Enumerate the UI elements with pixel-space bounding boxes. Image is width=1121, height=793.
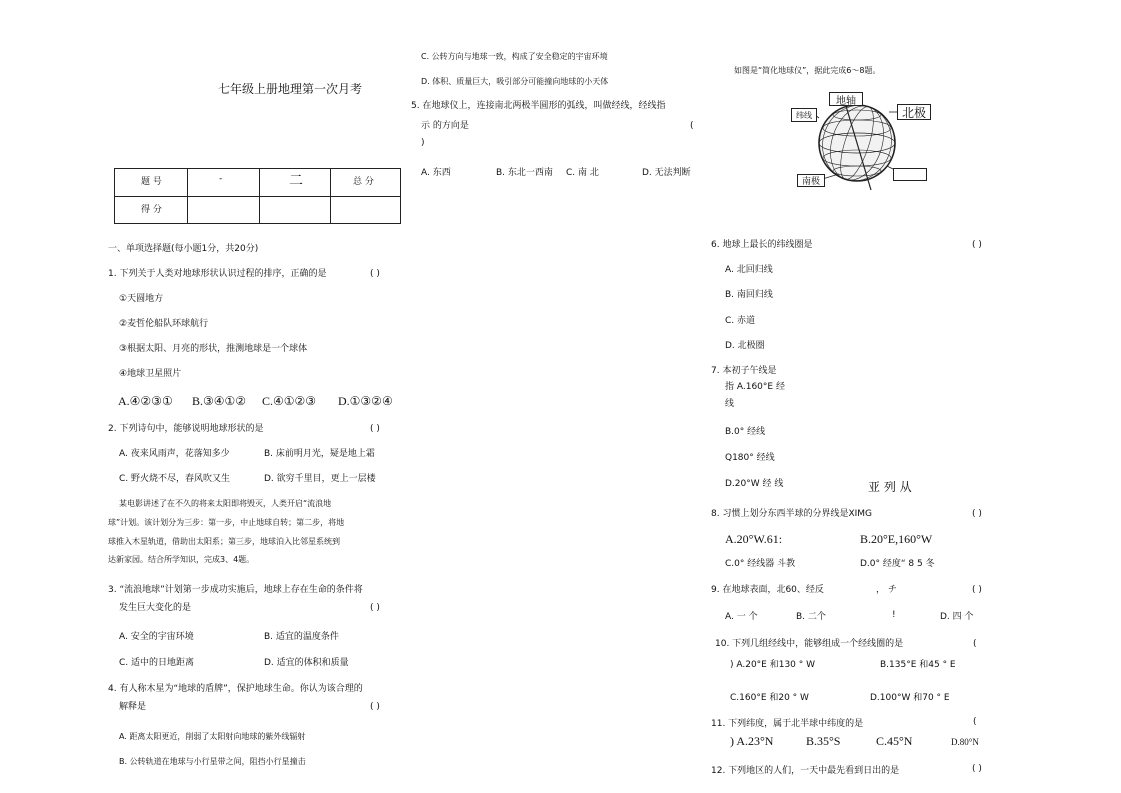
- q2-option-a: A. 夜来风雨声，花落知多少: [119, 449, 230, 459]
- q5-stem-line1: 5. 在地球仪上，连接南北两极半圆形的弧线，叫做经线，经线指: [411, 101, 666, 111]
- globe-label-south: 南极: [797, 174, 825, 187]
- q2-option-b: B. 床前明月光，疑是地上霜: [264, 449, 375, 459]
- q4-option-a: A. 距离太阳更近，削弱了太阳射向地球的紫外线辐射: [119, 732, 306, 741]
- q3-stem-line1: 3. “流浪地球”计划第一步成功实施后，地球上存在生命的条件将: [108, 585, 363, 595]
- q12-answer-paren: ( ): [972, 764, 982, 774]
- q8-option-c: C.0° 经线器 斗教: [725, 559, 796, 569]
- q11-option-a: ) A.23°N: [730, 734, 774, 748]
- q4-option-b: B. 公转轨道在地球与小行星带之间，阻挡小行星撞击: [119, 757, 306, 766]
- q2-option-c: C. 野火烧不尽，春风吹又生: [119, 474, 231, 484]
- q11-option-c: C.45°N: [876, 734, 913, 748]
- q9-option-d: D. 四 个: [940, 612, 974, 622]
- q5-option-d: D. 无法判断: [642, 168, 691, 178]
- q8-answer-paren: ( ): [972, 509, 982, 519]
- score-table-row-score: 得 分: [141, 205, 162, 215]
- exam-title: 七年级上册地理第一次月考: [218, 82, 363, 96]
- score-table-header-part1: -: [219, 174, 223, 184]
- q1-option-c: C.④①②③: [262, 394, 317, 408]
- q10-option-c: C.160°E 和20 ° W: [730, 693, 809, 703]
- score-table-header-number: 题 号: [141, 177, 162, 187]
- q9-option-a: A. 一 个: [725, 612, 758, 622]
- q9-option-c: !: [892, 610, 896, 620]
- q5-option-b: B. 东北一西南: [496, 168, 553, 178]
- q11-stem: 11. 下列纬度，属于北半球中纬度的是: [711, 719, 864, 729]
- passage-line-4: 达新家园。结合所学知识，完成3、4题。: [108, 555, 255, 564]
- q2-option-d: D. 欲穷千里目，更上一层楼: [264, 474, 376, 484]
- globe-label-meridian: 纬线: [791, 108, 817, 122]
- q3-stem-line2: 发生巨大变化的是: [119, 603, 192, 613]
- q9-option-b: B. 二个: [796, 612, 826, 622]
- q2-stem: 2. 下列诗句中，能够说明地球形状的是: [108, 424, 264, 434]
- q9-answer-paren: ( ): [972, 585, 982, 595]
- q5-paren-open: (: [690, 121, 694, 131]
- q1-item-4: ④地球卫星照片: [119, 369, 182, 379]
- q4-option-c: C. 公转方向与地球一致，构成了安全稳定的宇宙环境: [421, 52, 608, 61]
- q10-answer-paren: (: [973, 639, 977, 649]
- q1-option-b: B.③④①②: [192, 394, 247, 408]
- q9-mark: ， チ: [876, 585, 897, 595]
- globe-icon: [813, 94, 901, 190]
- q3-answer-paren: ( ): [370, 603, 380, 613]
- passage-line-2: 球”计划。该计划分为三步：第一步，中止地球自转；第二步，将地: [108, 518, 345, 527]
- section1-title: 一、单项选择题(每小题1分，共20分): [108, 244, 259, 254]
- q5-stem-line2: 示 的方向是: [421, 121, 469, 131]
- globe-label-north: 北极: [897, 104, 931, 120]
- q2-answer-paren: ( ): [370, 424, 380, 434]
- score-table-header-part2: 二: [289, 173, 303, 189]
- q10-option-a: ) A.20°E 和130 ° W: [730, 660, 816, 670]
- q7-stem: 7. 本初子午线是: [711, 366, 777, 376]
- q6-option-a: A. 北回归线: [725, 265, 773, 275]
- q1-option-d: D.①③②④: [338, 394, 393, 408]
- q5-option-c: C. 南 北: [566, 168, 599, 178]
- q7-option-a-line2: 线: [725, 399, 735, 409]
- q6-option-c: C. 赤道: [725, 316, 756, 326]
- q8-stem: 8. 习惯上划分东西半球的分界线是XIMG: [711, 509, 873, 519]
- q4-answer-paren: ( ): [370, 702, 380, 712]
- q11-option-b: B.35°S: [806, 734, 841, 748]
- q8-option-b: B.20°E,160°W: [860, 532, 933, 546]
- q5-option-a: A. 东西: [421, 168, 451, 178]
- q4-stem-line1: 4. 有人称木星为“地球的盾牌”，保护地球生命。你认为该合理的: [108, 684, 363, 694]
- q6-option-d: D. 北极圈: [725, 341, 765, 351]
- q7-stray-text: 亚 列 从: [868, 480, 912, 494]
- q12-stem: 12. 下列地区的人们，一天中最先看到日出的是: [711, 766, 900, 776]
- passage-line-1: 某电影讲述了在不久的将来太阳即将毁灭，人类开启“流浪地: [119, 499, 332, 508]
- q6-option-b: B. 南回归线: [725, 290, 773, 300]
- globe-blank-box: [893, 168, 927, 181]
- q7-option-b: B.0° 经线: [725, 427, 766, 437]
- figure-caption: 如图是“简化地球仪”，据此完成6～8题。: [734, 66, 881, 75]
- q1-option-a: A.④②③①: [118, 394, 173, 408]
- q9-stem: 9. 在地球表面，北60、经反: [711, 585, 824, 595]
- q7-option-c: Q180° 经线: [725, 453, 775, 463]
- q8-option-a: A.20°W.61:: [725, 532, 783, 546]
- q1-answer-paren: ( ): [370, 269, 380, 279]
- q5-paren-close: ): [421, 138, 425, 148]
- globe-label-axis: 地轴: [829, 92, 863, 106]
- q1-item-2: ②麦哲伦船队环球航行: [119, 319, 209, 329]
- score-table-header-total: 总 分: [353, 177, 374, 187]
- q4-option-d: D. 体积、质量巨大，吸引部分可能撞向地球的小天体: [421, 77, 609, 86]
- q8-option-d: D.0° 经度“ 8 5 冬: [860, 559, 935, 569]
- passage-line-3: 球推入木星轨道，借助出太阳系；第三步，地球泊入比邻星系统到: [108, 537, 340, 546]
- q11-answer-paren: (: [973, 717, 977, 727]
- q7-option-d: D.20°W 经 线: [725, 479, 784, 489]
- q11-option-d: D.80°N: [951, 737, 979, 747]
- q10-option-d: D.100°W 和70 ° E: [870, 693, 950, 703]
- q6-answer-paren: ( ): [972, 240, 982, 250]
- q10-stem: 10. 下列几组经线中，能够组成一个经线圈的是: [715, 639, 904, 649]
- q3-option-d: D. 适宜的体积和质量: [264, 658, 349, 668]
- score-table: [114, 168, 401, 224]
- q3-option-a: A. 安全的宇宙环境: [119, 632, 194, 642]
- q3-option-b: B. 适宜的温度条件: [264, 632, 339, 642]
- q1-item-1: ①天圆地方: [119, 294, 164, 304]
- q3-option-c: C. 适中的日地距离: [119, 658, 195, 668]
- q10-option-b: B.135°E 和45 ° E: [880, 660, 956, 670]
- q1-item-3: ③根据太阳、月亮的形状，推测地球是一个球体: [119, 344, 308, 354]
- q6-stem: 6. 地球上最长的纬线圈是: [711, 240, 813, 250]
- q7-option-a-line1: 指 A.160°E 经: [725, 382, 785, 392]
- q1-stem: 1. 下列关于人类对地球形状认识过程的排序，正确的是: [108, 269, 327, 279]
- q4-stem-line2: 解释是: [119, 702, 147, 712]
